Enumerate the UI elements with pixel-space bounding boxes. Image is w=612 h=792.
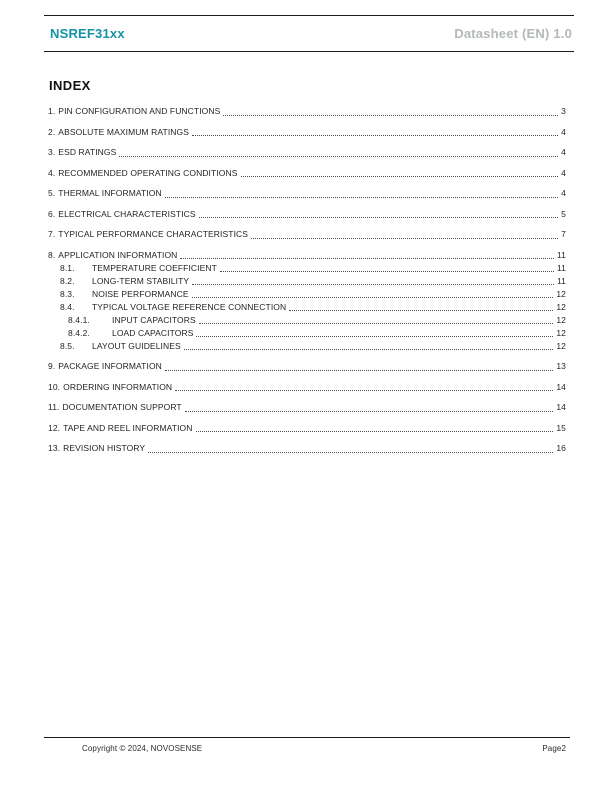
toc-entry[interactable] (48, 187, 566, 200)
toc-leader-dots (165, 197, 558, 198)
toc-entry-title: LAYOUT GUIDELINES (92, 340, 181, 351)
toc-leader-dots (241, 176, 559, 177)
toc-entry-number: 7. (48, 229, 56, 239)
toc-entry-number: 4. (48, 167, 56, 178)
toc-entry-page: 4 (561, 167, 566, 178)
toc-entry-title: ABSOLUTE MAXIMUM RATINGS (58, 126, 189, 137)
toc-entry-page: 13 (556, 361, 566, 371)
toc-leader-dots (180, 258, 554, 259)
toc-entry-page: 4 (561, 126, 566, 137)
toc-entry-page: 12 (556, 327, 566, 338)
toc-entry-title: REVISION HISTORY (63, 443, 146, 453)
toc-leader-dots (192, 135, 558, 136)
copyright-text: Copyright © 2024, NOVOSENSE (82, 744, 203, 753)
toc-entry-page: 4 (561, 188, 566, 198)
toc-entry-number: 9. (48, 361, 56, 371)
toc-entry-page: 11 (556, 262, 566, 273)
page-footer (44, 737, 570, 753)
toc-entry-title: TEMPERATURE COEFFICIENT (92, 262, 217, 273)
toc-entry-title: THERMAL INFORMATION (58, 188, 162, 198)
toc-entry-title: ORDERING INFORMATION (63, 381, 173, 392)
toc-entry-number: 8.4.2. (68, 327, 90, 338)
toc-entry-number: 13. (48, 443, 61, 453)
toc-entry-title: NOISE PERFORMANCE (92, 288, 189, 299)
toc-entry-number: 8.4. (60, 301, 75, 312)
toc-entry[interactable] (48, 167, 566, 180)
toc-entry-page: 7 (561, 229, 566, 239)
toc-entry[interactable] (48, 228, 566, 241)
toc-entry[interactable] (48, 262, 566, 275)
toc-entry[interactable] (48, 249, 566, 262)
toc-entry[interactable] (48, 288, 566, 301)
toc-entry[interactable] (48, 442, 566, 455)
page-header (44, 15, 574, 52)
toc-entry[interactable] (48, 208, 566, 221)
toc-entry-page: 12 (556, 288, 566, 299)
toc-leader-dots (196, 336, 553, 337)
toc-entry-page: 11 (556, 275, 566, 286)
toc-entry[interactable] (48, 327, 566, 340)
toc-leader-dots (289, 310, 553, 311)
toc-entry-page: 12 (556, 340, 566, 351)
toc-entry-title: PACKAGE INFORMATION (58, 361, 162, 371)
toc-entry-number: 10. (48, 381, 61, 392)
toc-entry-page: 12 (556, 314, 566, 325)
toc-entry-title: LOAD CAPACITORS (112, 327, 194, 338)
toc-leader-dots (184, 349, 554, 350)
toc-entry-number: 5. (48, 188, 56, 198)
index-heading: INDEX (49, 78, 91, 93)
toc-entry-number: 8. (48, 249, 56, 260)
toc-leader-dots (192, 284, 554, 285)
toc-leader-dots (199, 217, 559, 218)
toc-entry-title: TYPICAL PERFORMANCE CHARACTERISTICS (58, 229, 249, 239)
toc-leader-dots (251, 238, 558, 239)
toc-entry[interactable] (48, 275, 566, 288)
toc-entry-number: 3. (48, 147, 56, 157)
toc-entry[interactable] (48, 301, 566, 314)
toc-leader-dots (223, 115, 558, 116)
toc-leader-dots (192, 297, 554, 298)
toc-entry-page: 16 (556, 443, 566, 453)
toc-entry-number: 8.5. (60, 340, 75, 351)
index-section (48, 78, 566, 455)
toc-leader-dots (175, 390, 553, 391)
toc-entry-number: 2. (48, 126, 56, 137)
toc-entry-title: DOCUMENTATION SUPPORT (62, 402, 182, 412)
toc-entry[interactable] (48, 314, 566, 327)
toc-entry[interactable] (48, 401, 566, 414)
toc-entry[interactable] (48, 422, 566, 435)
toc-leader-dots (220, 271, 554, 272)
toc-entry[interactable] (48, 146, 566, 159)
toc-entry[interactable] (48, 126, 566, 139)
toc-entry-title: LONG-TERM STABILITY (92, 275, 190, 286)
toc-entry[interactable] (48, 105, 566, 118)
toc-entry-page: 14 (556, 381, 566, 392)
toc-entry[interactable] (48, 381, 566, 394)
toc-entry-page: 3 (561, 106, 566, 116)
toc-entry-page: 4 (561, 147, 566, 157)
toc-entry-title: INPUT CAPACITORS (112, 314, 196, 325)
toc-entry-title: ELECTRICAL CHARACTERISTICS (58, 208, 196, 219)
toc-entry-number: 8.2. (60, 275, 75, 286)
toc-entry[interactable] (48, 340, 566, 353)
toc-entry-title: ESD RATINGS (58, 147, 117, 157)
toc-entry-number: 12. (48, 422, 61, 433)
toc-entry-number: 8.4.1. (68, 314, 90, 325)
toc-entry-title: PIN CONFIGURATION AND FUNCTIONS (58, 106, 221, 116)
toc-leader-dots (119, 156, 558, 157)
toc-leader-dots (165, 370, 553, 371)
toc-entry-page: 15 (556, 422, 566, 433)
toc-entry[interactable] (48, 360, 566, 373)
toc-entry-title: APPLICATION INFORMATION (58, 249, 178, 260)
toc-entry-title: TYPICAL VOLTAGE REFERENCE CONNECTION (92, 301, 287, 312)
toc-entry-title: RECOMMENDED OPERATING CONDITIONS (58, 167, 238, 178)
toc-entry-number: 8.1. (60, 262, 75, 273)
toc-leader-dots (199, 323, 554, 324)
toc-entry-number: 1. (48, 106, 56, 116)
document-title: Datasheet (EN) 1.0 (454, 26, 572, 41)
page-number-label: Page2 (542, 744, 566, 753)
toc-entry-page: 14 (556, 402, 566, 412)
toc-leader-dots (196, 431, 554, 432)
toc-leader-dots (148, 452, 553, 453)
toc-entry-page: 11 (556, 249, 566, 260)
toc-leader-dots (185, 411, 554, 412)
toc-entry-number: 11. (48, 402, 60, 412)
toc-entry-page: 5 (561, 208, 566, 219)
toc-entry-page: 12 (556, 301, 566, 312)
table-of-contents (48, 105, 566, 455)
toc-entry-title: TAPE AND REEL INFORMATION (63, 422, 193, 433)
toc-entry-number: 8.3. (60, 288, 75, 299)
product-name: NSREF31xx (50, 26, 125, 41)
toc-entry-number: 6. (48, 208, 56, 219)
